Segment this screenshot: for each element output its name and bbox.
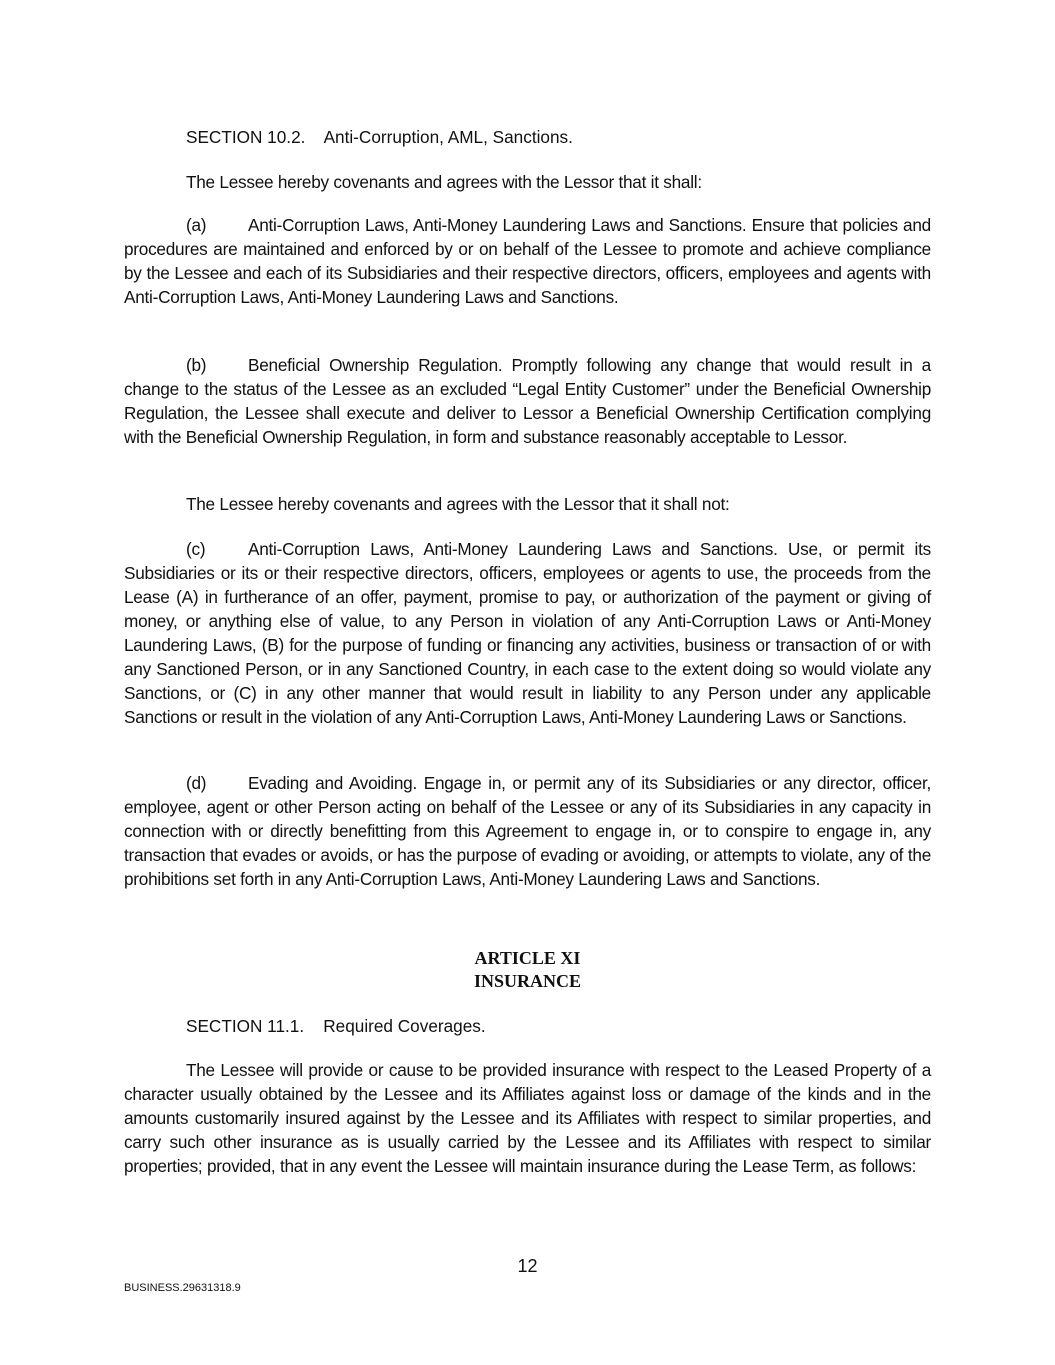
section-number: SECTION 11.1. (186, 1016, 305, 1036)
article-number: ARTICLE XI (474, 948, 581, 968)
section-title: Required Coverages. (323, 1016, 486, 1036)
paragraph-text: Beneficial Ownership Regulation. Promptly following any change that would result in a change to the status of the Lessee as an excluded “Legal Entity Customer” under the Beneficial Ownership Regulation, the Lessee shall execute and deliver to Lessor a Beneficial Ownership Certification complying with the Beneficial Ownership Regulation, in form and substance reasonably acceptable to Lessor. (124, 355, 931, 447)
article-title: INSURANCE (473, 971, 581, 991)
paragraph-label: (c) (186, 539, 206, 559)
page-number: 12 (517, 1256, 538, 1276)
footer-doc-id: BUSINESS.29631318.9 (124, 1282, 241, 1294)
paragraph-label: (a) (186, 215, 207, 235)
section-11-1-heading (186, 1014, 486, 1038)
section-10-2-heading (186, 125, 573, 149)
paragraph-text: Anti-Corruption Laws, Anti-Money Laundering Laws and Sanctions. Use, or permit its Subsidiaries or its or their respective directors, officers, employees or agents to use, the proceeds from the Lease (A) in furtherance of an offer, payment, promise to pay, or authorization of the payment or giving of money, or anything else of value, to any Person in violation of any Anti-Corruption Laws or Anti-Money Laundering Laws, (B) for the purpose of funding or financing any activities, business or transaction of or with any Sanctioned Person, or in any Sanctioned Country, in each case to the extent doing so would violate any Sanctions, or (C) in any other manner that would result in liability to any Person under any applicable Sanctions or result in the violation of any Anti-Corruption Laws, Anti-Money Laundering Laws or Sanctions. (124, 539, 931, 727)
section-title: Anti-Corruption, AML, Sanctions. (323, 127, 573, 147)
paragraph-text: Anti-Corruption Laws, Anti-Money Laundering Laws and Sanctions. Ensure that policies and procedures are maintained and enforced by or on behalf of the Lessee to promote and achieve compliance by the Lessee and each of its Subsidiaries and their respective directors, officers, employees and agents with Anti-Corruption Laws, Anti-Money Laundering Laws and Sanctions. (124, 215, 931, 307)
paragraph-d (124, 771, 931, 891)
paragraph-b (124, 353, 931, 449)
section-number: SECTION 10.2. (186, 127, 306, 147)
intro-shall-not: The Lessee hereby covenants and agrees with the Lessor that it shall not: (186, 494, 730, 514)
intro-shall: The Lessee hereby covenants and agrees with the Lessor that it shall: (186, 172, 702, 192)
paragraph-a (124, 213, 931, 309)
paragraph-c (124, 537, 931, 729)
paragraph-insurance: The Lessee will provide or cause to be provided insurance with respect to the Leased Property of a character usually obtained by the Lessee and its Affiliates against loss or damage of the kinds and in the amounts customarily insured against by the Lessee and its Affiliates with respect to similar properties, and carry such other insurance as is usually carried by the Lessee and its Affiliates with respect to similar properties; provided, that in any event the Lessee will maintain insurance during the Lease Term, as follows: (124, 1060, 931, 1176)
paragraph-text: Evading and Avoiding. Engage in, or permit any of its Subsidiaries or any director, officer, employee, agent or other Person acting on behalf of the Lessee or any of its Subsidiaries in any capacity in connection with or directly benefitting from this Agreement to engage in, or to conspire to engage in, any transaction that evades or avoids, or has the purpose of evading or avoiding, or attempts to violate, any of the prohibitions set forth in any Anti-Corruption Laws, Anti-Money Laundering Laws and Sanctions. (124, 773, 931, 889)
paragraph-label: (d) (186, 773, 207, 793)
paragraph-label: (b) (186, 355, 207, 375)
